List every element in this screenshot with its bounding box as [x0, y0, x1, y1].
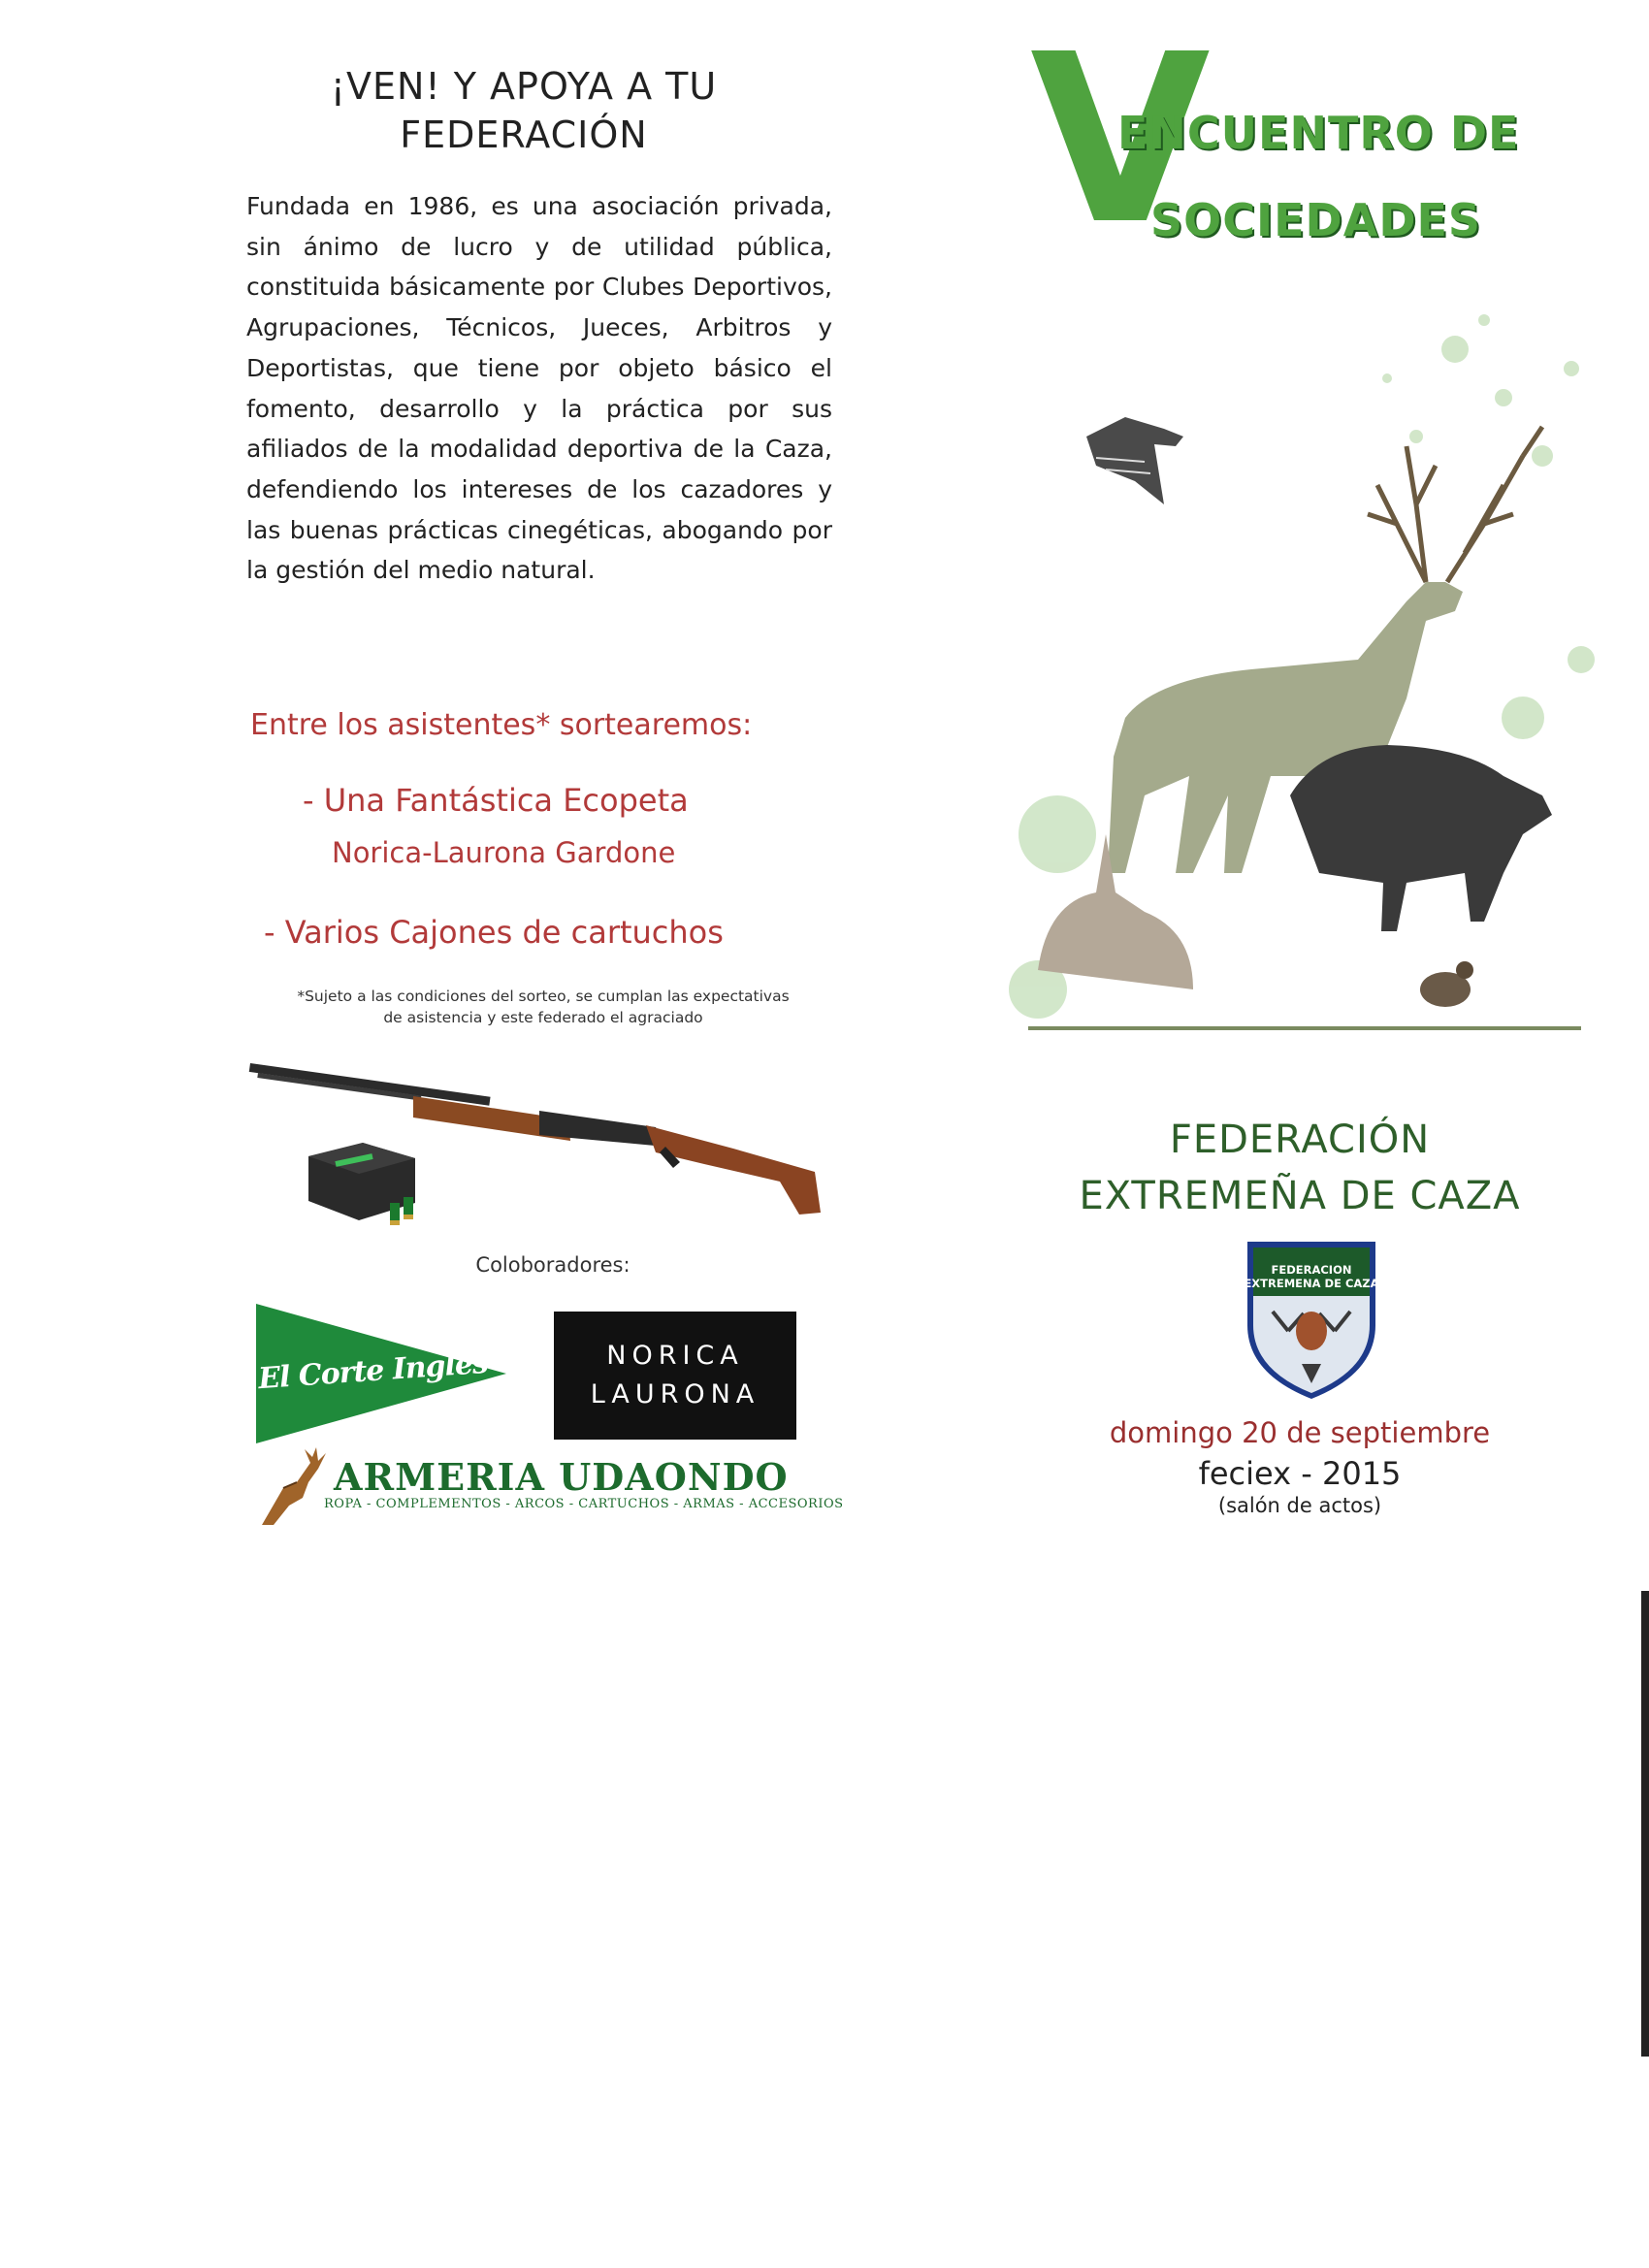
armeria-udaondo-wordmark: ARMERIA UDAONDO [334, 1455, 789, 1499]
roman-numeral-v: V [1030, 4, 1211, 275]
footnote-line-1: *Sujeto a las condiciones del sorteo, se cumplan las expectativas [297, 988, 790, 1005]
footnote-line-2: de asistencia y este federado el agraciado [383, 1009, 703, 1026]
wildlife-illustration [999, 291, 1620, 1067]
event-date: domingo 20 de septiembre [1109, 1416, 1491, 1449]
event-title-line-2: SOCIEDADES [1150, 194, 1482, 246]
partridge-icon [1086, 417, 1183, 504]
event-place: feciex - 2015 [1198, 1455, 1402, 1492]
federation-name-line-1: FEDERACIÓN [1169, 1118, 1431, 1162]
prize-shotgun: - Una Fantástica Ecopeta [303, 782, 689, 819]
prize-cartridges: - Varios Cajones de cartuchos [264, 914, 724, 951]
cartridge-box [308, 1143, 415, 1225]
event-room: (salón de actos) [1217, 1494, 1382, 1517]
laurona-wordmark: LAURONA [590, 1379, 760, 1409]
raffle-footnote [233, 986, 854, 1028]
shield-label-line-1: FEDERACION [1271, 1263, 1352, 1277]
deer-head-icon [254, 1443, 330, 1527]
boar-icon [1290, 745, 1552, 931]
intro-text: Fundada en 1986, es una asociación privada, sin ánimo de lucro y de utilidad pública, constituida básicamente por Clubes Deportivos, Agrupaciones, Técnicos, Jueces, Arbitros y Deportistas, que tiene por objeto básico el fomento, desarrollo y la práctica por sus afiliados de la modalidad deportiva de la Caza, defendiendo los intereses de los cazadores y las buenas prácticas cinegéticas, abogando por la gestión del medio natural. [246, 192, 832, 585]
shield-label-line-2: EXTREMENA DE CAZA [1244, 1277, 1379, 1290]
prize-shotgun-model: Norica-Laurona Gardone [332, 836, 676, 869]
federation-name-line-2: EXTREMEÑA DE CAZA [1079, 1174, 1521, 1218]
scan-edge-mark [1641, 1591, 1649, 2057]
armeria-udaondo-tagline: ROPA - COMPLEMENTOS - ARCOS - CARTUCHOS - ARMAS - ACCESORIOS [324, 1497, 844, 1511]
collaborators-label: Coloboradores: [475, 1253, 630, 1277]
event-title-line-1: ENCUENTRO DE [1117, 107, 1520, 159]
page-heading [194, 62, 854, 159]
heading-line-1: ¡VEN! Y APOYA A TU [330, 65, 718, 108]
raffle-title: Entre los asistentes* sortearemos: [250, 708, 753, 742]
shotgun-illustration [248, 1057, 830, 1242]
quail-icon [1420, 961, 1473, 1007]
el-corte-ingles-wordmark: El Corte Inglés [257, 1345, 489, 1397]
heading-line-2: FEDERACIÓN [400, 113, 648, 156]
norica-laurona-logo [554, 1312, 796, 1440]
norica-wordmark: NORICA [606, 1341, 744, 1371]
shield-label [1244, 1263, 1379, 1290]
intro-paragraph [246, 186, 832, 591]
